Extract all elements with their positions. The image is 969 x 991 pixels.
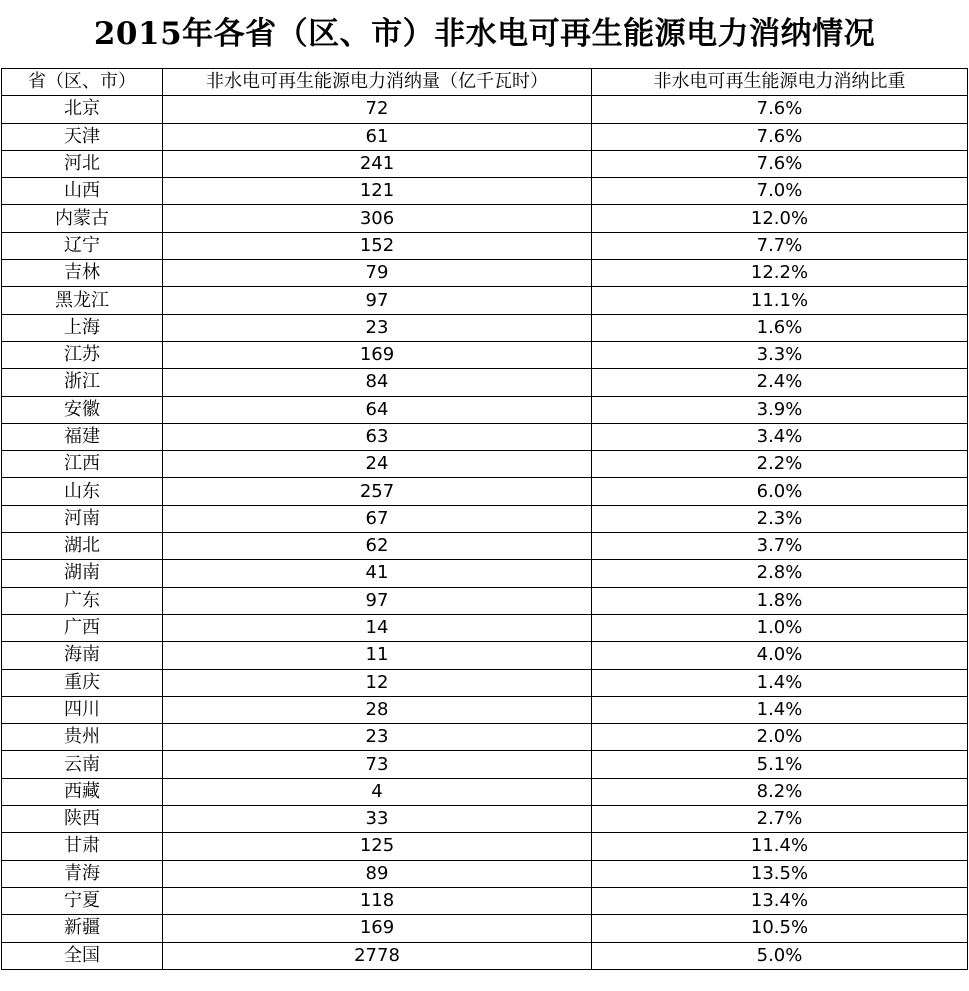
consumption-share-cell: 10.5% (592, 915, 968, 942)
consumption-amount-cell: 79 (163, 260, 592, 287)
table-row (2, 887, 968, 914)
table-row (2, 178, 968, 205)
table-row (2, 806, 968, 833)
consumption-share-cell: 12.2% (592, 260, 968, 287)
table-body (2, 96, 968, 970)
table-row (2, 860, 968, 887)
consumption-share-cell: 1.4% (592, 696, 968, 723)
consumption-share-cell: 2.0% (592, 724, 968, 751)
table-row (2, 751, 968, 778)
table-row (2, 614, 968, 641)
region-cell: 辽宁 (2, 232, 163, 259)
consumption-amount-cell: 97 (163, 287, 592, 314)
consumption-amount-cell: 64 (163, 396, 592, 423)
consumption-share-cell: 7.7% (592, 232, 968, 259)
region-cell: 浙江 (2, 369, 163, 396)
consumption-share-cell: 2.7% (592, 806, 968, 833)
region-cell: 内蒙古 (2, 205, 163, 232)
table-row (2, 696, 968, 723)
consumption-share-cell: 12.0% (592, 205, 968, 232)
consumption-amount-cell: 61 (163, 123, 592, 150)
table-row (2, 560, 968, 587)
table-row (2, 778, 968, 805)
region-cell: 全国 (2, 942, 163, 969)
consumption-share-cell: 7.0% (592, 178, 968, 205)
region-cell: 黑龙江 (2, 287, 163, 314)
region-cell: 湖南 (2, 560, 163, 587)
region-cell: 贵州 (2, 724, 163, 751)
table-row (2, 669, 968, 696)
table-row (2, 642, 968, 669)
consumption-amount-cell: 121 (163, 178, 592, 205)
consumption-share-cell: 1.4% (592, 669, 968, 696)
region-cell: 上海 (2, 314, 163, 341)
region-cell: 西藏 (2, 778, 163, 805)
consumption-amount-cell: 152 (163, 232, 592, 259)
consumption-share-cell: 3.3% (592, 341, 968, 368)
consumption-share-cell: 2.2% (592, 451, 968, 478)
consumption-amount-cell: 11 (163, 642, 592, 669)
table-row (2, 915, 968, 942)
consumption-amount-cell: 89 (163, 860, 592, 887)
region-cell: 甘肃 (2, 833, 163, 860)
region-cell: 湖北 (2, 533, 163, 560)
consumption-amount-cell: 257 (163, 478, 592, 505)
table-header (2, 69, 968, 96)
consumption-amount-cell: 73 (163, 751, 592, 778)
consumption-amount-cell: 97 (163, 587, 592, 614)
table-row (2, 369, 968, 396)
header-consumption-amount: 非水电可再生能源电力消纳量（亿千瓦时） (163, 69, 592, 96)
region-cell: 云南 (2, 751, 163, 778)
table-row (2, 505, 968, 532)
region-cell: 陕西 (2, 806, 163, 833)
consumption-share-cell: 5.1% (592, 751, 968, 778)
consumption-amount-cell: 118 (163, 887, 592, 914)
consumption-share-cell: 2.8% (592, 560, 968, 587)
consumption-amount-cell: 24 (163, 451, 592, 478)
consumption-share-cell: 1.8% (592, 587, 968, 614)
consumption-amount-cell: 41 (163, 560, 592, 587)
region-cell: 吉林 (2, 260, 163, 287)
table-row (2, 396, 968, 423)
region-cell: 宁夏 (2, 887, 163, 914)
consumption-share-cell: 11.4% (592, 833, 968, 860)
region-cell: 广西 (2, 614, 163, 641)
region-cell: 青海 (2, 860, 163, 887)
header-region: 省（区、市） (2, 69, 163, 96)
consumption-amount-cell: 62 (163, 533, 592, 560)
consumption-amount-cell: 169 (163, 341, 592, 368)
consumption-amount-cell: 84 (163, 369, 592, 396)
table-row (2, 587, 968, 614)
table-row (2, 123, 968, 150)
table-row (2, 314, 968, 341)
consumption-share-cell: 7.6% (592, 150, 968, 177)
region-cell: 新疆 (2, 915, 163, 942)
consumption-share-cell: 3.4% (592, 423, 968, 450)
table-row (2, 232, 968, 259)
table-row (2, 942, 968, 969)
region-cell: 重庆 (2, 669, 163, 696)
table-row (2, 478, 968, 505)
consumption-amount-cell: 14 (163, 614, 592, 641)
region-cell: 安徽 (2, 396, 163, 423)
table-row (2, 724, 968, 751)
header-consumption-share: 非水电可再生能源电力消纳比重 (592, 69, 968, 96)
region-cell: 河北 (2, 150, 163, 177)
page-title: 2015年各省（区、市）非水电可再生能源电力消纳情况 (93, 16, 876, 52)
consumption-amount-cell: 23 (163, 724, 592, 751)
consumption-share-cell: 7.6% (592, 96, 968, 123)
consumption-share-cell: 5.0% (592, 942, 968, 969)
consumption-amount-cell: 125 (163, 833, 592, 860)
consumption-amount-cell: 241 (163, 150, 592, 177)
table-row (2, 260, 968, 287)
consumption-share-cell: 2.3% (592, 505, 968, 532)
consumption-amount-cell: 63 (163, 423, 592, 450)
consumption-share-cell: 3.7% (592, 533, 968, 560)
consumption-share-cell: 4.0% (592, 642, 968, 669)
region-cell: 福建 (2, 423, 163, 450)
region-cell: 天津 (2, 123, 163, 150)
table-row (2, 205, 968, 232)
table-row (2, 287, 968, 314)
region-cell: 海南 (2, 642, 163, 669)
consumption-amount-cell: 2778 (163, 942, 592, 969)
consumption-table (1, 68, 968, 970)
table-row (2, 533, 968, 560)
consumption-amount-cell: 23 (163, 314, 592, 341)
consumption-share-cell: 7.6% (592, 123, 968, 150)
consumption-share-cell: 8.2% (592, 778, 968, 805)
header-row (2, 69, 968, 96)
consumption-amount-cell: 67 (163, 505, 592, 532)
consumption-amount-cell: 33 (163, 806, 592, 833)
consumption-share-cell: 1.6% (592, 314, 968, 341)
consumption-share-cell: 3.9% (592, 396, 968, 423)
consumption-share-cell: 13.5% (592, 860, 968, 887)
consumption-amount-cell: 4 (163, 778, 592, 805)
consumption-share-cell: 13.4% (592, 887, 968, 914)
table-row (2, 451, 968, 478)
consumption-amount-cell: 12 (163, 669, 592, 696)
region-cell: 山西 (2, 178, 163, 205)
consumption-share-cell: 1.0% (592, 614, 968, 641)
consumption-amount-cell: 306 (163, 205, 592, 232)
region-cell: 四川 (2, 696, 163, 723)
region-cell: 江苏 (2, 341, 163, 368)
region-cell: 山东 (2, 478, 163, 505)
consumption-amount-cell: 72 (163, 96, 592, 123)
consumption-amount-cell: 169 (163, 915, 592, 942)
region-cell: 河南 (2, 505, 163, 532)
table-row (2, 150, 968, 177)
consumption-amount-cell: 28 (163, 696, 592, 723)
table-row (2, 833, 968, 860)
region-cell: 江西 (2, 451, 163, 478)
consumption-share-cell: 6.0% (592, 478, 968, 505)
table-row (2, 341, 968, 368)
table-row (2, 423, 968, 450)
region-cell: 北京 (2, 96, 163, 123)
region-cell: 广东 (2, 587, 163, 614)
table-row (2, 96, 968, 123)
consumption-share-cell: 2.4% (592, 369, 968, 396)
consumption-share-cell: 11.1% (592, 287, 968, 314)
